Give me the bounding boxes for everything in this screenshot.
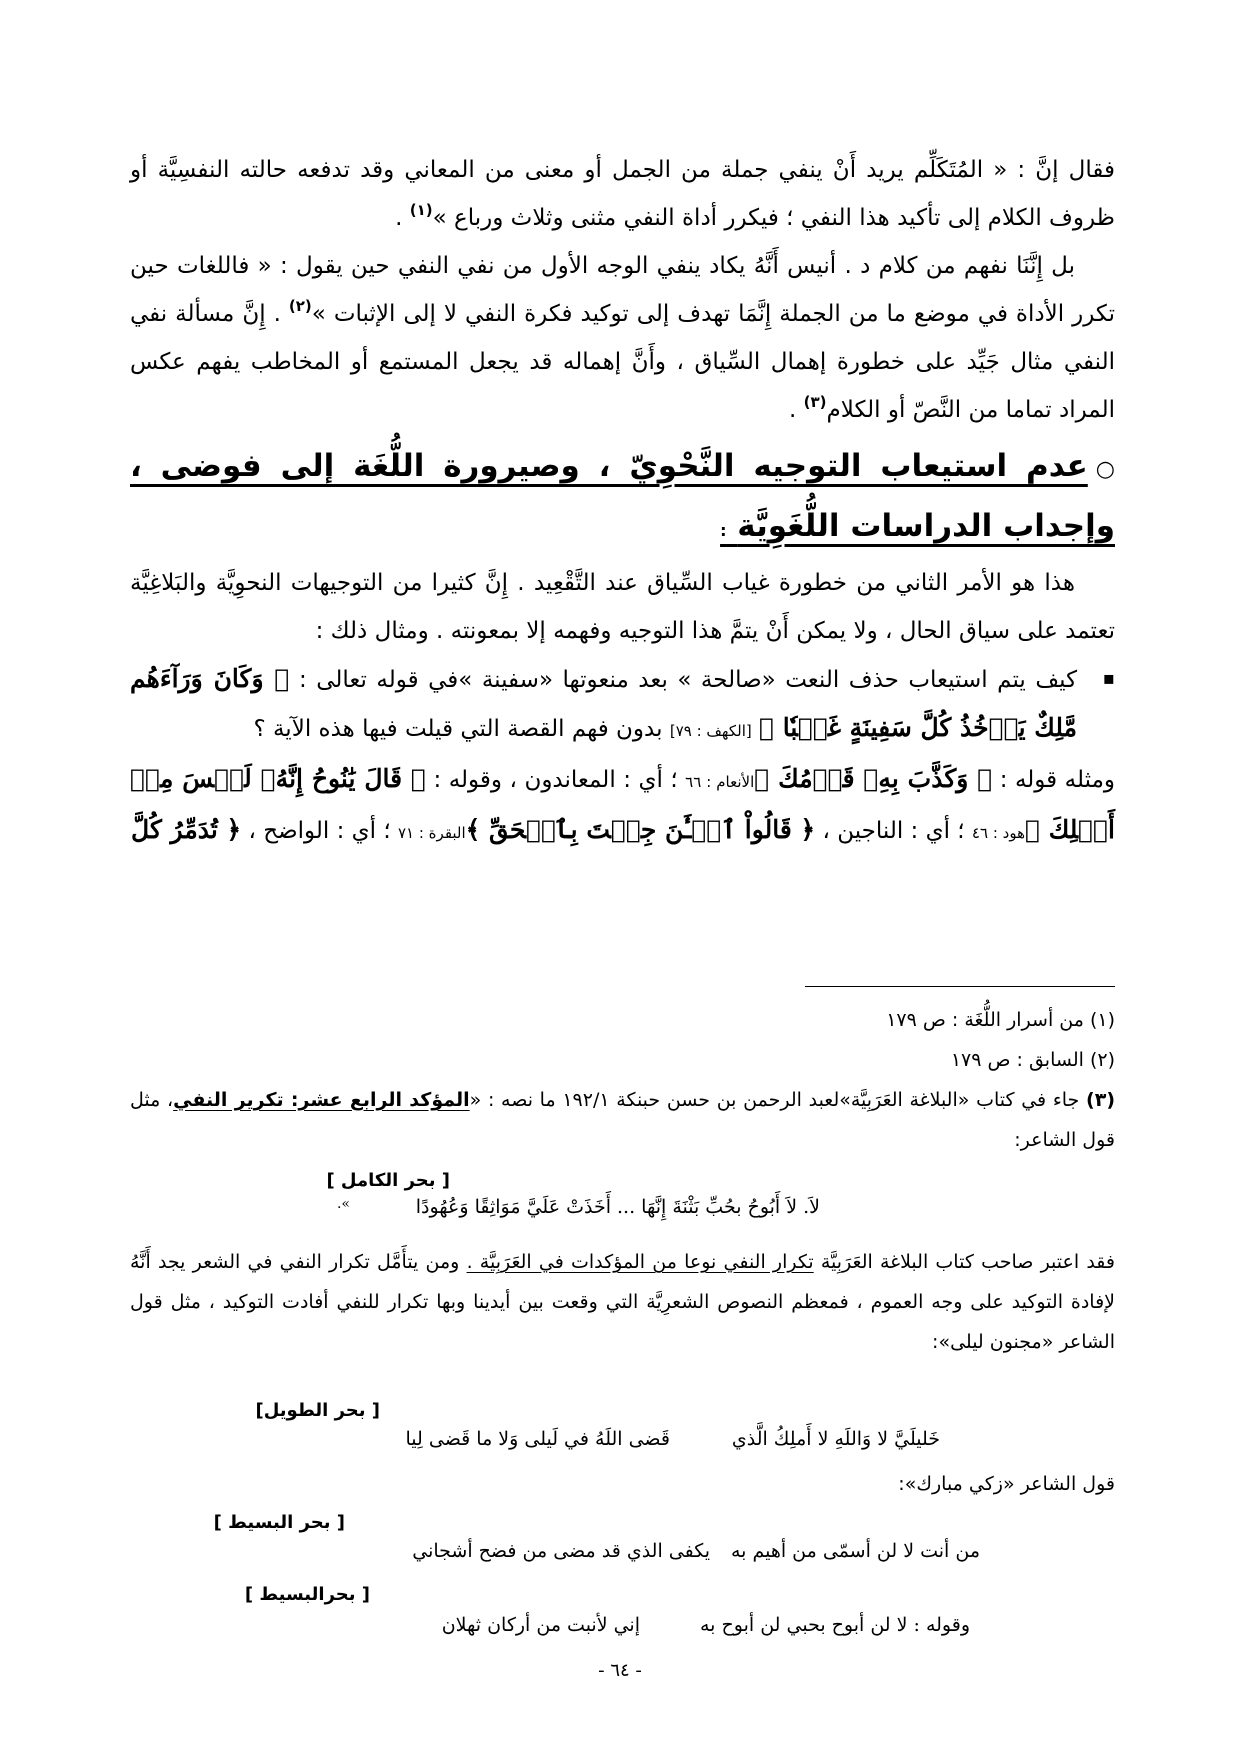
para4-text-4: ؛ أي : الواضح ، bbox=[248, 818, 391, 844]
quran-verse-3: ﴿ قَالَ يَٰنُوحُ إِنَّهُۥ لَيۡسَ مِنۡ أَهۡلِكَ ﴾ bbox=[130, 764, 1115, 844]
para2-end: . bbox=[788, 397, 797, 423]
footnote-3 bbox=[130, 1080, 1115, 1160]
para4-text-2: ؛ أي : المعاندون ، وقوله : bbox=[433, 767, 678, 793]
quran-verse-2: ﴿ وَكَذَّبَ بِهِۦ قَوۡمُكَ ﴾ bbox=[754, 764, 993, 793]
paragraph-3: هذا هو الأمر الثاني من خطورة غياب السِّياق عند التَّقْعِيد . إِنَّ كثيرا من التوجيهات النحوِيَّة والبَلاغِيَّة تعتمد على سياق الحال ، ولا يمكن أَنْ يتمَّ هذا التوجيه وفهمه إلا بمعونته . ومثال ذلك : bbox=[130, 570, 1115, 644]
quran-verse-1: ﴿ وَكَانَ وَرَآءَهُم مَّلِكٌ يَأۡخُذُ كُلَّ سَفِينَةٍ غَصۡبٗا ﴾ bbox=[130, 664, 1077, 742]
fn-para-text-1: فقد اعتبر صاحب كتاب البلاغة العَرَبِيَّة bbox=[820, 1251, 1115, 1273]
bullet-item bbox=[130, 655, 1115, 755]
circle-bullet-icon: ○ bbox=[1095, 457, 1115, 482]
poetic-meter-3: [ بحر البسيط ] bbox=[213, 1512, 345, 1533]
verse-2-first-hemistich: خَليلَيَّ لا وَاللَهِ لا أَملِكُ الَّذي bbox=[731, 1428, 940, 1450]
fn-para-underlined: تكرار النفي نوعا من المؤكدات في العَرَبِيَّة . bbox=[466, 1251, 814, 1273]
verse-1 bbox=[416, 1196, 820, 1218]
quran-verse-4: ﴿ قَالُواْ ٱلۡـَٰٔنَ جِئۡتَ بِٱلۡحَقِّ ﴾ bbox=[465, 815, 816, 844]
verse-1-end: ». bbox=[336, 1196, 350, 1212]
footnote-2: (٢) السابق : ص ١٧٩ bbox=[950, 1049, 1115, 1071]
main-text bbox=[130, 146, 1115, 857]
paragraph-4 bbox=[130, 755, 1115, 857]
footnote-ref-1[interactable]: (١) bbox=[409, 201, 433, 219]
square-bullet-icon: ▪ bbox=[1102, 668, 1115, 689]
footnote-1: (١) من أسرار اللُّغَة : ص ١٧٩ bbox=[886, 1009, 1115, 1031]
verse-reference-2: الأنعام : ٦٦ bbox=[685, 773, 755, 791]
verse-reference-4: البقرة : ٧١ bbox=[397, 824, 466, 842]
fn-para-text-2: ومن يتأَمَّل تكرار النفي في الشعر يجد أَنَّهُ لإفادة التوكيد على وجه العموم ، فمعظم النصوص الشعرِيَّة التي وقعت بين أيدينا وبها تكرار للنفي أفادت التوكيد ، مثل قول الشاعر «مجنون ليلى»: bbox=[130, 1251, 1115, 1353]
heading-colon: : bbox=[720, 521, 727, 540]
poetic-meter-4: [ بحرالبسيط ] bbox=[244, 1584, 370, 1605]
footnote-3-bold: المؤكد الرابع عشر: تكرير النفي bbox=[173, 1089, 470, 1111]
para4-text-3: ؛ أي : الناجين ، bbox=[822, 818, 965, 844]
verse-4-first-hemistich: وقوله : لا لن أبوح بحبي لن أبوح به bbox=[700, 1614, 970, 1636]
footnote-ref-2[interactable]: (٢) bbox=[288, 297, 312, 315]
footnote-3-paragraph bbox=[130, 1242, 1115, 1362]
footnotes bbox=[130, 1000, 1115, 1160]
verse-reference-1: [الكهف : ٧٩] bbox=[669, 722, 752, 740]
quran-verse-5: ﴿ تُدَمِّرُ كُلَّ bbox=[131, 815, 242, 844]
verse-1-text: لاَ. لاَ أَبُوحُ بحُبِّ بَثْنَةَ إِنَّهَا ... أَخَذَتْ عَلَيَّ مَوَاثِقًا وَعُهُودًا bbox=[415, 1196, 820, 1218]
poetic-meter-2: [ بحر الطويل] bbox=[255, 1400, 380, 1421]
verse-reference-3: هود : ٤٦ bbox=[971, 824, 1025, 842]
para1-end: . bbox=[395, 205, 403, 231]
para1-line2: ظروف الكلام إلى تأكيد هذا النفي ؛ فيكرر أداة النفي مثنى وثلاث ورباع » bbox=[432, 205, 1115, 231]
paragraph-2 bbox=[130, 242, 1115, 434]
poet-3-label: قول الشاعر «زكي مبارك»: bbox=[898, 1473, 1115, 1495]
bullet-text-1: كيف يتم استيعاب حذف النعت «صالحة » بعد منعوتها «سفينة »في قوله تعالى : bbox=[298, 667, 1078, 693]
verse-3-second-hemistich: يكفى الذي قد مضى من فضح أشجاني bbox=[412, 1540, 710, 1562]
para2-text1: بل إِنَّنَا نفهم من كلام د . أنيس أَنَّهُ يكاد ينفي الوجه الأول من نفي النفي حين يقول : « فاللغات حين تكرر الأداة في موضع ما من الجملة إِنَّمَا تهدف إلى توكيد فكرة النفي لا إلى الإثبات » bbox=[130, 253, 1115, 327]
bullet-text-2: بدون فهم القصة التي قيلت فيها هذه الآية ؟ bbox=[253, 716, 663, 742]
footnote-3-text: جاء في كتاب «البلاغة العَرَبِيَّة»لعبد الرحمن بن حسن حبنكة ١٩٢/١ ما نصه : « bbox=[469, 1089, 1080, 1111]
footnote-3-end: ، مثل قول الشاعر: bbox=[130, 1089, 1115, 1151]
verse-3-first-hemistich: من أنت لا لن أسمّى من أهيم به bbox=[730, 1540, 980, 1562]
footnote-ref-3[interactable]: (٣) bbox=[803, 393, 827, 411]
verse-2-second-hemistich: قَضى اللَهُ في لَيلى وَلا ما قَضى لِيا bbox=[405, 1428, 670, 1450]
para4-text-1: ومثله قوله : bbox=[999, 767, 1115, 793]
footnote-separator bbox=[805, 986, 1115, 987]
footnote-3-continued bbox=[130, 1242, 1115, 1362]
section-heading-text: عدم استيعاب التوجيه النَّحْوِيّ ، وصيرورة اللُّغَة إلى فوضى ، وإجداب الدراسات اللُّغَوِيَّة bbox=[130, 448, 1115, 544]
page-number: - ٦٤ - bbox=[598, 1660, 642, 1681]
para2-text2: . إِنَّ مسألة نفي النفي مثال جَيِّد على خطورة إهمال السِّياق ، وأَنَّ إهماله قد يجعل المستمع أو المخاطب يفهم عكس المراد تماما من النَّصّ أو الكلام bbox=[130, 301, 1115, 423]
section-heading bbox=[130, 438, 1115, 559]
footnote-3-number: (٣) bbox=[1086, 1089, 1115, 1111]
para1-line1: فقال إنَّ : « المُتَكَلِّم يريد أَنْ ينفي جملة من الجمل أو معنى من المعاني وقد تدفعه حالته النفسِيَّة أو bbox=[130, 157, 1115, 183]
paragraph-1 bbox=[130, 146, 1115, 242]
poetic-meter-1: [ بحر الكامل ] bbox=[326, 1170, 450, 1191]
verse-4-second-hemistich: إني لأنبت من أركان ثهلان bbox=[441, 1614, 640, 1636]
